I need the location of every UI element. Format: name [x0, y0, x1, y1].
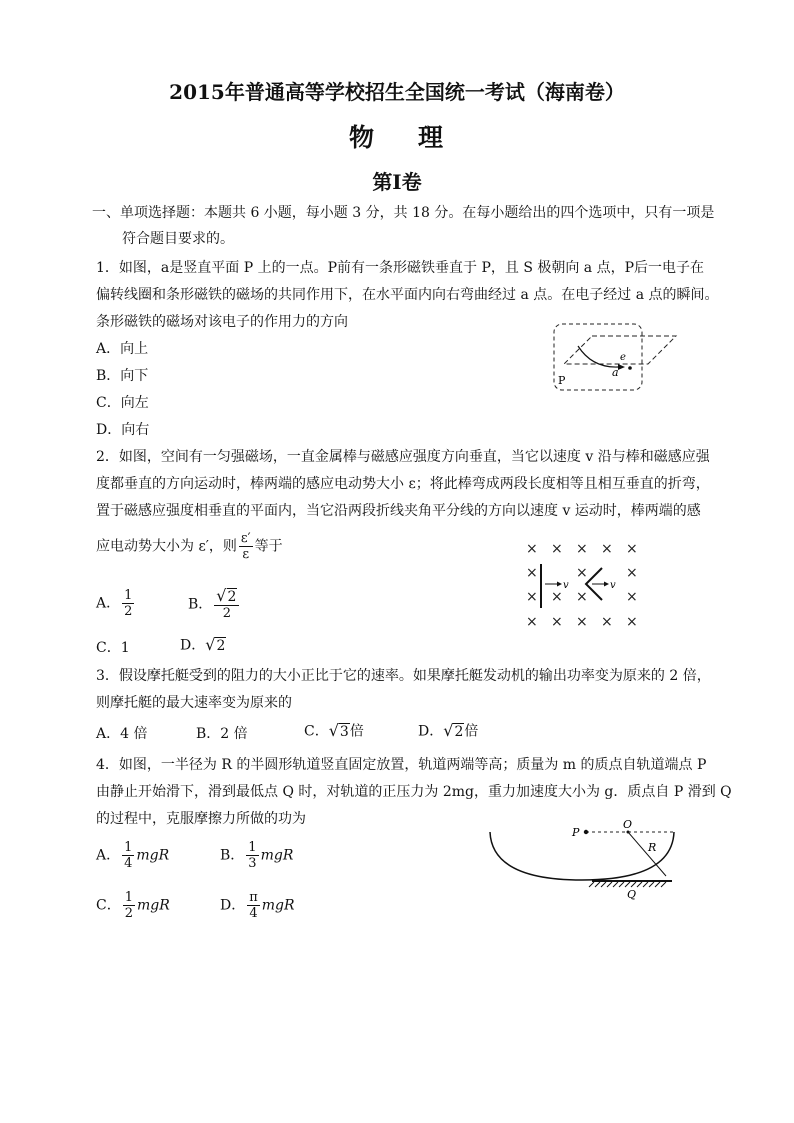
- q2-option-b-den: 2: [222, 606, 231, 621]
- q2-option-c: C．1: [96, 640, 130, 656]
- q1-option-d: D．向右: [96, 422, 150, 438]
- q4-semicircle-track: [490, 832, 674, 880]
- q4-label-r: R: [648, 841, 657, 854]
- q4-option-c-label: C．: [96, 897, 121, 914]
- q2-option-a-label: A．: [96, 595, 121, 612]
- q2-line-2: 度都垂直的方向运动时，棒两端的感应电动势大小 ε；将此棒弯成两段长度相等且相互垂直的折弯，: [96, 476, 710, 492]
- q2-option-d-label: D．: [180, 637, 206, 654]
- q2-bent-v-label: v: [610, 580, 616, 591]
- q4-option-c: [96, 890, 170, 921]
- q4-option-c-fraction: [123, 890, 135, 921]
- q4-line-3: 的过程中，克服摩擦力所做的功为: [96, 811, 306, 827]
- q4-option-c-expr: mgR: [137, 897, 170, 914]
- q2-field-cross: ×: [576, 541, 588, 557]
- q1-option-b: B．向下: [96, 368, 149, 384]
- q4-option-d-den: 4: [249, 906, 258, 921]
- q1-arrow-head: [618, 364, 625, 370]
- q4-ground-hatching: [589, 882, 666, 887]
- q3-option-b: B．2 倍: [196, 726, 248, 742]
- q4-option-d-fraction: [247, 890, 260, 921]
- q2-option-a: [96, 588, 136, 619]
- q2-rod-v-label: v: [563, 580, 569, 591]
- q3-option-a: A．4 倍: [96, 726, 148, 742]
- q4-hatch-stroke: [631, 882, 636, 887]
- q4-hatch-stroke: [589, 882, 594, 887]
- q1-point-a: [628, 366, 632, 370]
- q2-field-cross: ×: [601, 541, 613, 557]
- q1-line-3: 条形磁铁的磁场对该电子的作用力的方向: [96, 314, 348, 330]
- q2-ratio-denominator: ε: [242, 547, 250, 562]
- q4-hatch-stroke: [643, 882, 648, 887]
- q4-label-o: O: [623, 818, 633, 831]
- q2-line-1: 2．如图，空间有一匀强磁场，一直金属棒与磁感应强度方向垂直，当它以速度 v 沿与棒和磁感应强: [96, 449, 710, 465]
- section-intro-line-2: 符合题目要求的。: [122, 231, 234, 247]
- q4-hatch-stroke: [595, 882, 600, 887]
- q1-label-a: a: [612, 366, 619, 379]
- volume-title: 第I卷: [372, 170, 422, 194]
- q3-line-1: 3．假设摩托艇受到的阻力的大小正比于它的速率。如果摩托艇发动机的输出功率变为原来的 2 倍，: [96, 668, 711, 684]
- q3-option-d: D．√2倍: [418, 721, 479, 740]
- q4-option-d-num: π: [249, 890, 258, 905]
- q4-option-d-expr: mgR: [261, 897, 295, 914]
- q4-hatch-stroke: [607, 882, 612, 887]
- q3-option-c-label: C．: [304, 723, 329, 740]
- q4-figure: [482, 818, 682, 902]
- q2-field-cross: ×: [551, 589, 563, 605]
- q3-option-c-post: 倍: [349, 723, 364, 740]
- q3-option-d-radicand: 2: [454, 724, 464, 740]
- q4-hatch-stroke: [637, 882, 642, 887]
- q2-line-4-pre: 应电动势大小为 ε′，则: [96, 538, 237, 555]
- q2-field-cross: ×: [626, 614, 638, 630]
- q4-hatch-stroke: [655, 882, 660, 887]
- q2-line-4-post: 等于: [254, 538, 283, 555]
- q3-option-c: C．√3倍: [304, 721, 364, 740]
- q2-option-b-num: √2: [214, 588, 239, 606]
- q2-field-cross: ×: [576, 565, 588, 581]
- q4-hatch-stroke: [649, 882, 654, 887]
- q3-line-2: 则摩托艇的最大速率变为原来的: [96, 695, 292, 711]
- q2-field-cross: ×: [626, 541, 638, 557]
- subject-title: [0, 118, 794, 154]
- q4-label-q: Q: [627, 888, 637, 901]
- q4-hatch-stroke: [661, 882, 666, 887]
- q4-option-a-label: A．: [96, 847, 121, 864]
- q4-option-a: [96, 840, 169, 871]
- subject-char-1: 物: [348, 123, 376, 152]
- q1-option-a: A．向上: [96, 341, 149, 357]
- q2-line-4: [96, 531, 283, 562]
- q2-ratio-fraction: [239, 531, 253, 562]
- q4-option-c-den: 2: [124, 906, 133, 921]
- q4-line-2: 由静止开始滑下，滑到最低点 Q 时，对轨道的正压力为 2mg，重力加速度大小为 g．质点自 P 滑到 Q: [96, 784, 732, 800]
- q4-option-c-num: 1: [124, 890, 133, 905]
- q2-option-d: D．√2: [180, 635, 226, 654]
- q4-option-a-fraction: [122, 840, 134, 871]
- q4-label-p: P: [572, 826, 580, 839]
- q1-figure: [548, 318, 688, 396]
- q4-hatch-stroke: [601, 882, 606, 887]
- q4-option-d-label: D．: [220, 897, 246, 914]
- q2-option-b-radicand: 2: [227, 589, 237, 605]
- q2-field-cross: ×: [551, 541, 563, 557]
- q4-line-1: 4．如图，一半径为 R 的半圆形轨道竖直固定放置，轨道两端等高；质量为 m 的质点自轨道端点 P: [96, 757, 707, 773]
- q2-rod-arrow-head: [557, 582, 562, 587]
- q2-field-cross: ×: [526, 565, 538, 581]
- q4-option-a-den: 4: [124, 856, 133, 871]
- q1-line-1: 1．如图，a是竖直平面 P 上的一点。P前有一条形磁铁垂直于 P，且 S 极朝向 a 点，P后一电子在: [96, 260, 705, 276]
- q3-option-d-label: D．: [418, 723, 444, 740]
- q2-option-b: [188, 588, 241, 621]
- q2-field-cross: ×: [526, 589, 538, 605]
- subject-char-2: 理: [418, 123, 446, 152]
- q1-line-2: 偏转线圈和条形磁铁的磁场的共同作用下，在水平面内向右弯曲经过 a 点。在电子经过 a 点的瞬间。: [96, 287, 719, 303]
- q2-option-a-den: 2: [124, 604, 133, 619]
- q2-bent-arrow-head: [604, 582, 609, 587]
- q2-field-cross: ×: [626, 589, 638, 605]
- q2-field-cross: ×: [526, 541, 538, 557]
- exam-title: 2015年普通高等学校招生全国统一考试（海南卷）: [169, 80, 625, 104]
- q4-option-a-expr: mgR: [136, 847, 170, 864]
- q1-option-c: C．向左: [96, 395, 149, 411]
- q4-option-b-den: 3: [248, 856, 257, 871]
- q2-line-3: 置于磁感应强度相垂直的平面内，当它沿两段折线夹角平分线的方向以速度 v 运动时，棒两端的感: [96, 503, 701, 519]
- q1-label-e: e: [620, 352, 626, 363]
- q4-option-b-fraction: [246, 840, 258, 871]
- q2-field-cross: ×: [576, 614, 588, 630]
- q4-option-b-label: B．: [220, 847, 245, 864]
- q4-hatch-stroke: [619, 882, 624, 887]
- q2-magnetic-field-crosses: [526, 541, 638, 630]
- q1-plane-p: [554, 324, 642, 390]
- q4-option-d: [220, 890, 295, 921]
- q2-field-cross: ×: [626, 565, 638, 581]
- q1-label-p: P: [558, 374, 566, 387]
- q2-field-cross: ×: [551, 614, 563, 630]
- q2-option-b-label: B．: [188, 596, 213, 613]
- q4-option-b: [220, 840, 293, 871]
- q4-point-p: [584, 830, 588, 834]
- q2-figure: [518, 536, 644, 632]
- q3-option-d-post: 倍: [464, 723, 479, 740]
- q2-option-b-fraction: [214, 588, 239, 621]
- section-intro-line-1: 一、单项选择题：本题共 6 小题，每小题 3 分，共 18 分。在每小题给出的四个选项中，只有一项是: [92, 205, 715, 221]
- q2-field-cross: ×: [576, 589, 588, 605]
- q3-option-c-radicand: 3: [339, 724, 349, 740]
- q4-hatch-stroke: [625, 882, 630, 887]
- q2-field-cross: ×: [526, 614, 538, 630]
- q2-option-a-fraction: [122, 588, 134, 619]
- q2-ratio-numerator: ε′: [240, 531, 251, 546]
- q2-field-cross: ×: [601, 614, 613, 630]
- q4-option-b-num: 1: [248, 840, 257, 855]
- q4-option-b-expr: mgR: [260, 847, 294, 864]
- q4-option-a-num: 1: [124, 840, 133, 855]
- q4-hatch-stroke: [613, 882, 618, 887]
- q2-option-d-radicand: 2: [216, 638, 226, 654]
- q2-option-a-num: 1: [124, 588, 133, 603]
